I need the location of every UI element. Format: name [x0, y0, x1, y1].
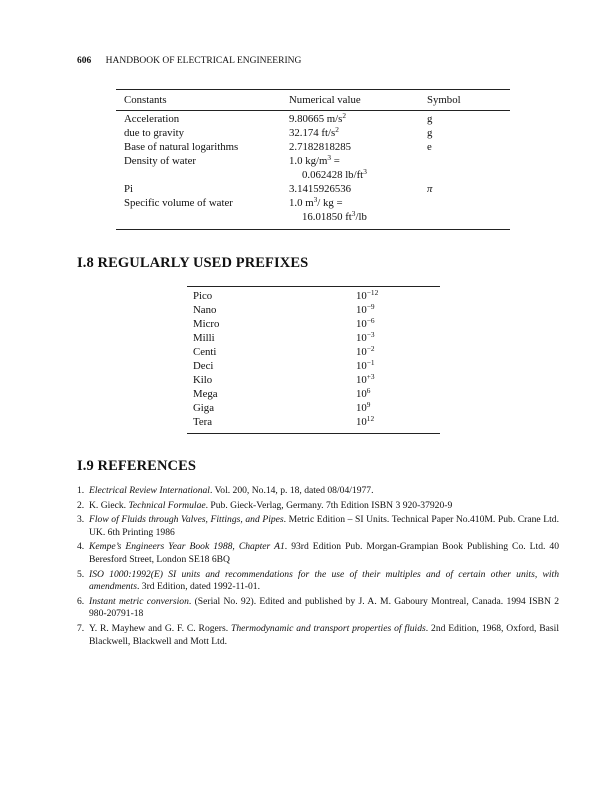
prefix-value: $10^{-3}$ [356, 329, 375, 344]
header-symbol: Symbol [427, 94, 461, 106]
prefix-value: $10^9$ [356, 399, 371, 414]
reference-list [77, 485, 559, 650]
constant-name: Pi [124, 183, 134, 195]
constant-name: Density of water [124, 155, 196, 167]
constant-value: 1.0 $kg/m^3$ = [289, 152, 340, 167]
constant-name: Base of natural logarithms [124, 141, 239, 153]
prefix-value: $10^{-12}$ [356, 287, 379, 302]
reference-item: 7. Y. R. Mayhew and G. F. C. Rogers. Thermodynamic and transport properties of fluids. 2nd Edition, 1968, Oxford, Basil Blackwell, Blackwell and Mott Ltd. [77, 622, 559, 647]
header-constants: Constants [124, 94, 167, 106]
reference-item: 3. Flow of Fluids through Valves, Fittings, and Pipes. Metric Edition – SI Units. Technical Paper No.410M. Pub. Crane Ltd. UK. 6th Printing 1986 [77, 514, 559, 538]
constant-value: 3.1415926536 [289, 183, 352, 195]
prefix-name: Kilo [193, 374, 213, 386]
prefix-name: Mega [193, 388, 218, 400]
prefix-name: Milli [193, 332, 215, 344]
prefix-value: $10^{12}$ [356, 413, 375, 428]
constant-name: Specific volume of water [124, 197, 233, 209]
reference-item: 1. Electrical Review International. Vol. 200, No.14, p. 18, dated 08/04/1977. [77, 485, 374, 496]
table-bottom-rule [116, 229, 510, 230]
constant-name: due to gravity [124, 127, 184, 139]
prefix-name: Micro [193, 318, 220, 330]
constant-value: 2.7182818285 [289, 141, 352, 153]
prefix-value: $10^6$ [356, 385, 371, 400]
prefix-value: $10^{-1}$ [356, 357, 375, 372]
prefix-value: $10^{-9}$ [356, 301, 375, 316]
prefix-name: Tera [193, 416, 213, 428]
prefix-value: $10^{-6}$ [356, 315, 375, 330]
section-heading-references: I.9 REFERENCES [77, 458, 197, 474]
prefix-value: $10^{+3}$ [356, 371, 375, 386]
prefix-name: Centi [193, 346, 217, 358]
prefix-name: Giga [193, 402, 214, 414]
table-header-rule [116, 110, 510, 111]
prefix-top-rule [187, 286, 440, 287]
prefix-name: Deci [193, 360, 214, 372]
constant-value-continued: 0.062428 $lb/ft^3$ [302, 166, 367, 181]
section-heading-prefixes: I.8 REGULARLY USED PREFIXES [77, 255, 309, 271]
constant-value: 32.174 $ft/s^2$ [289, 124, 339, 139]
prefix-value: $10^{-2}$ [356, 343, 375, 358]
reference-item: 4. Kempe’s Engineers Year Book 1988, Chapter A1. 93rd Edition Pub. Morgan-Grampian Book Publishing Co. Ltd. 40 Beresford Street, London SE18 6BQ [77, 541, 559, 565]
constant-value: 1.0 $m^3/$ kg = [289, 194, 343, 209]
header-numerical-value: Numerical value [289, 94, 361, 106]
prefix-name: Pico [193, 290, 213, 302]
table-top-rule [116, 89, 510, 90]
prefix-bottom-rule [187, 433, 440, 434]
reference-item: 6. Instant metric conversion. (Serial No. 92). Edited and published by J. A. M. Gaboury Montreal, Canada. 1994 ISBN 2 980-20791-18 [77, 595, 559, 620]
constant-symbol: g [427, 113, 433, 125]
constant-name: Acceleration [124, 113, 180, 125]
constant-symbol: g [427, 127, 433, 139]
constant-symbol: e [427, 141, 432, 153]
reference-item: 2. K. Gieck. Technical Formulae. Pub. Gieck-Verlag, Germany. 7th Edition ISBN 3 920-37920-9 [77, 499, 453, 511]
constant-value-continued: 16.01850 $ft^3/lb$ [302, 208, 367, 223]
reference-item: 5. ISO 1000:1992(E) SI units and recommendations for the use of their multiples and of certain other units, with amendments. 3rd Edition, dated 1992-11-01. [77, 568, 559, 593]
page-number: 606 [77, 56, 92, 66]
prefix-name: Nano [193, 304, 217, 316]
constant-value: 9.80665 $m/s^2$ [289, 110, 347, 125]
running-head [77, 56, 301, 66]
running-head-title: HANDBOOK OF ELECTRICAL ENGINEERING [105, 56, 302, 66]
constant-symbol: π [427, 183, 433, 195]
